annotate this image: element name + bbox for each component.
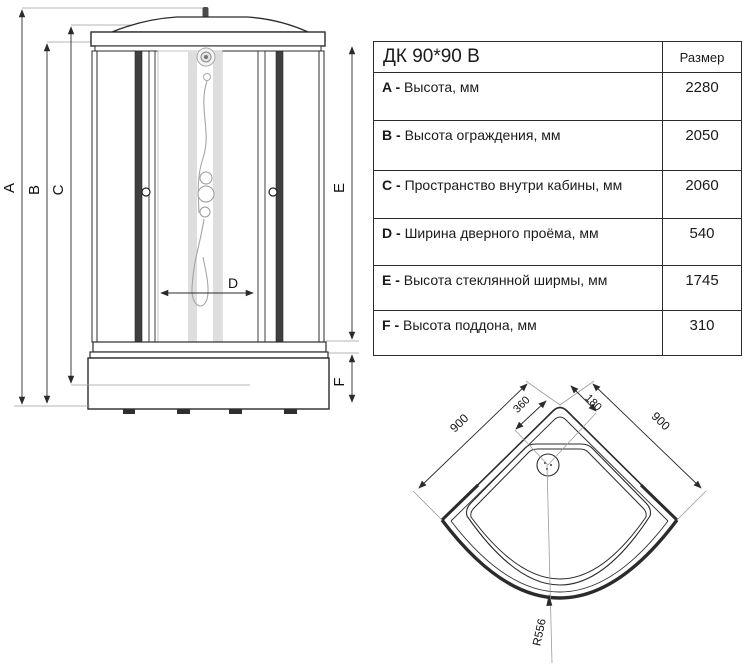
value-cell: 1745 xyxy=(663,266,742,311)
table-header-row xyxy=(374,42,742,73)
table-row: B - Высота ограждения, мм 2050 xyxy=(374,121,742,171)
spec-table xyxy=(373,41,742,356)
dim-label-A: A xyxy=(1,182,18,194)
tray-feet xyxy=(123,409,297,414)
dim-label-radius: R556 xyxy=(531,617,549,648)
door-stile-left xyxy=(135,51,142,342)
control-knob-middle xyxy=(198,186,214,202)
tray-body xyxy=(88,358,329,409)
frame-post-right xyxy=(319,51,324,342)
dim-label-360: 360 xyxy=(511,394,533,416)
table-row: F - Высота поддона, мм 310 xyxy=(374,311,742,356)
dim-label-E: E xyxy=(331,182,348,194)
value-cell: 2280 xyxy=(663,73,742,121)
roof-dome xyxy=(112,17,308,32)
dim-label-900-right: 900 xyxy=(648,409,673,434)
tray-rim-mid xyxy=(90,352,328,358)
front-view-drawing xyxy=(0,0,380,420)
tray-front xyxy=(88,342,329,414)
door-post-left xyxy=(149,51,155,342)
table-row: D - Ширина дверного проёма, мм 540 xyxy=(374,219,742,266)
dim-label-C: C xyxy=(50,184,67,196)
size-column-header: Размер xyxy=(663,42,742,73)
control-knob-bottom xyxy=(200,207,210,217)
door-stile-right xyxy=(276,51,283,342)
door-handle-left xyxy=(142,188,150,196)
door-post-right xyxy=(258,51,265,342)
dim-label-900-left: 900 xyxy=(447,411,472,436)
dim-label-D: D xyxy=(227,275,239,291)
table-row: A - Высота, мм 2280 xyxy=(374,73,742,121)
value-cell: 2050 xyxy=(663,121,742,171)
model-title: ДК 90*90 В xyxy=(374,42,663,73)
top-view-drawing xyxy=(400,380,750,664)
tray-rim-top xyxy=(93,342,326,352)
roof-bar xyxy=(91,32,325,46)
control-knob-top xyxy=(200,172,212,184)
tray-fill xyxy=(442,408,677,599)
dim-label-F: F xyxy=(331,377,348,387)
table-row: C - Пространство внутри кабины, мм 2060 xyxy=(374,171,742,219)
value-cell: 310 xyxy=(663,311,742,356)
table-row: E - Высота стеклянной ширмы, мм 1745 xyxy=(374,266,742,311)
panel-band-right xyxy=(213,51,221,342)
dim-label-B: B xyxy=(26,184,43,196)
door-handle-right xyxy=(269,188,277,196)
dim-label-180: 180 xyxy=(582,392,604,414)
tray-top-outline xyxy=(442,408,677,599)
frame-post-left xyxy=(92,51,97,342)
hose-connector xyxy=(204,74,211,81)
value-cell: 2060 xyxy=(663,171,742,219)
value-cell: 540 xyxy=(663,219,742,266)
